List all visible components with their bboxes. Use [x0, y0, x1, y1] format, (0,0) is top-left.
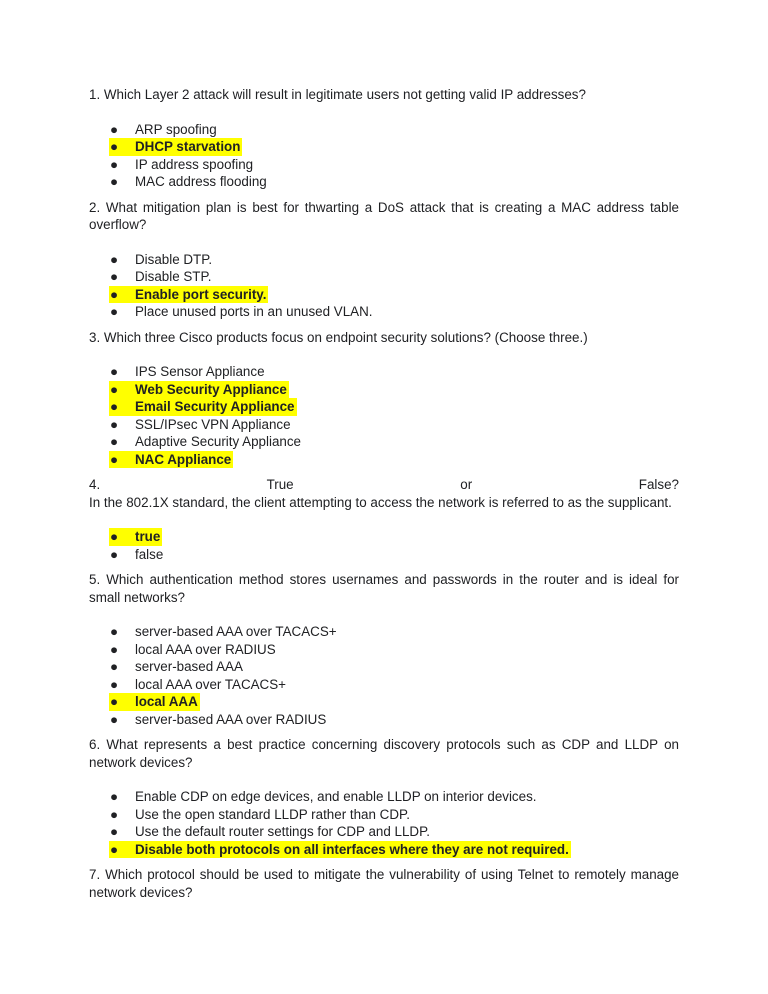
- option: ● false: [110, 546, 164, 562]
- bullet-icon: ●: [110, 789, 119, 804]
- correct-option: ● Web Security Appliance: [110, 381, 287, 397]
- bullet-icon: ●: [110, 711, 119, 727]
- bullet-icon: ●: [110, 364, 119, 379]
- question-4-line1: 4. True or False?: [89, 477, 679, 492]
- question-1: 1. Which Layer 2 attack will result in legitimate users not getting valid IP addresses?: [89, 87, 586, 102]
- correct-option: ● DHCP starvation: [110, 139, 241, 154]
- question-4-options: [89, 528, 679, 563]
- question-1-options: [89, 121, 679, 191]
- bullet-icon: ●: [110, 624, 119, 639]
- bullet-icon: ●: [110, 381, 119, 397]
- option: ● local AAA over TACACS+: [110, 676, 286, 692]
- bullet-icon: ●: [110, 121, 119, 137]
- bullet-icon: ●: [110, 251, 119, 267]
- option: ● IPS Sensor Appliance: [110, 364, 265, 379]
- option: ● Adaptive Security Appliance: [110, 434, 301, 449]
- question-6-options: [89, 788, 679, 858]
- bullet-icon: ●: [110, 824, 119, 839]
- question-6: 6. What represents a best practice concerning discovery protocols such as CDP and LLDP on network devices?: [89, 737, 679, 770]
- bullet-icon: ●: [110, 841, 119, 857]
- bullet-icon: ●: [110, 269, 119, 284]
- bullet-icon: ●: [110, 641, 119, 657]
- question-7: 7. Which protocol should be used to mitigate the vulnerability of using Telnet to remotely manage network devices?: [89, 867, 679, 900]
- question-2: 2. What mitigation plan is best for thwarting a DoS attack that is creating a MAC address table overflow?: [89, 199, 679, 232]
- question-2-options: [89, 251, 679, 321]
- option: ● server-based AAA over RADIUS: [110, 711, 327, 727]
- bullet-icon: ●: [110, 676, 119, 692]
- correct-option: ● Enable port security.: [110, 286, 267, 302]
- correct-option: ● Email Security Appliance: [110, 399, 295, 414]
- question-4: [89, 476, 679, 494]
- option: ● MAC address flooding: [110, 174, 267, 189]
- bullet-icon: ●: [110, 174, 119, 189]
- bullet-icon: ●: [110, 399, 119, 414]
- bullet-icon: ●: [110, 156, 119, 172]
- bullet-icon: ●: [110, 416, 119, 432]
- option: ● Use the open standard LLDP rather than CDP.: [110, 806, 410, 822]
- bullet-icon: ●: [110, 659, 119, 674]
- question-5-options: [89, 623, 679, 728]
- bullet-icon: ●: [110, 451, 119, 467]
- question-5: 5. Which authentication method stores usernames and passwords in the router and is ideal for small networks?: [89, 572, 679, 605]
- correct-option: ● Disable both protocols on all interfaces where they are not required.: [110, 841, 569, 857]
- bullet-icon: ●: [110, 139, 119, 154]
- option: ● server-based AAA over TACACS+: [110, 624, 337, 639]
- option: ● Disable STP.: [110, 269, 212, 284]
- option: ● SSL/IPsec VPN Appliance: [110, 416, 291, 432]
- bullet-icon: ●: [110, 546, 119, 562]
- bullet-icon: ●: [110, 286, 119, 302]
- question-3-options: [89, 363, 679, 468]
- bullet-icon: ●: [110, 694, 119, 709]
- bullet-icon: ●: [110, 434, 119, 449]
- correct-option: ● local AAA: [110, 694, 198, 709]
- option: ● Place unused ports in an unused VLAN.: [110, 304, 373, 319]
- bullet-icon: ●: [110, 806, 119, 822]
- option: ● Disable DTP.: [110, 251, 213, 267]
- correct-option: ● true: [110, 529, 161, 544]
- option: ● IP address spoofing: [110, 156, 254, 172]
- option: ● Enable CDP on edge devices, and enable LLDP on interior devices.: [110, 789, 537, 804]
- bullet-icon: ●: [110, 529, 119, 544]
- option: ● local AAA over RADIUS: [110, 641, 276, 657]
- bullet-icon: ●: [110, 304, 119, 319]
- question-4-statement: In the 802.1X standard, the client attempting to access the network is referred to as the supplicant.: [89, 494, 672, 510]
- quiz-document: [89, 86, 679, 901]
- question-3: 3. Which three Cisco products focus on endpoint security solutions? (Choose three.): [89, 329, 588, 345]
- correct-option: ● NAC Appliance: [110, 451, 232, 467]
- option: ● ARP spoofing: [110, 121, 217, 137]
- option: ● server-based AAA: [110, 659, 243, 674]
- option: ● Use the default router settings for CDP and LLDP.: [110, 824, 431, 839]
